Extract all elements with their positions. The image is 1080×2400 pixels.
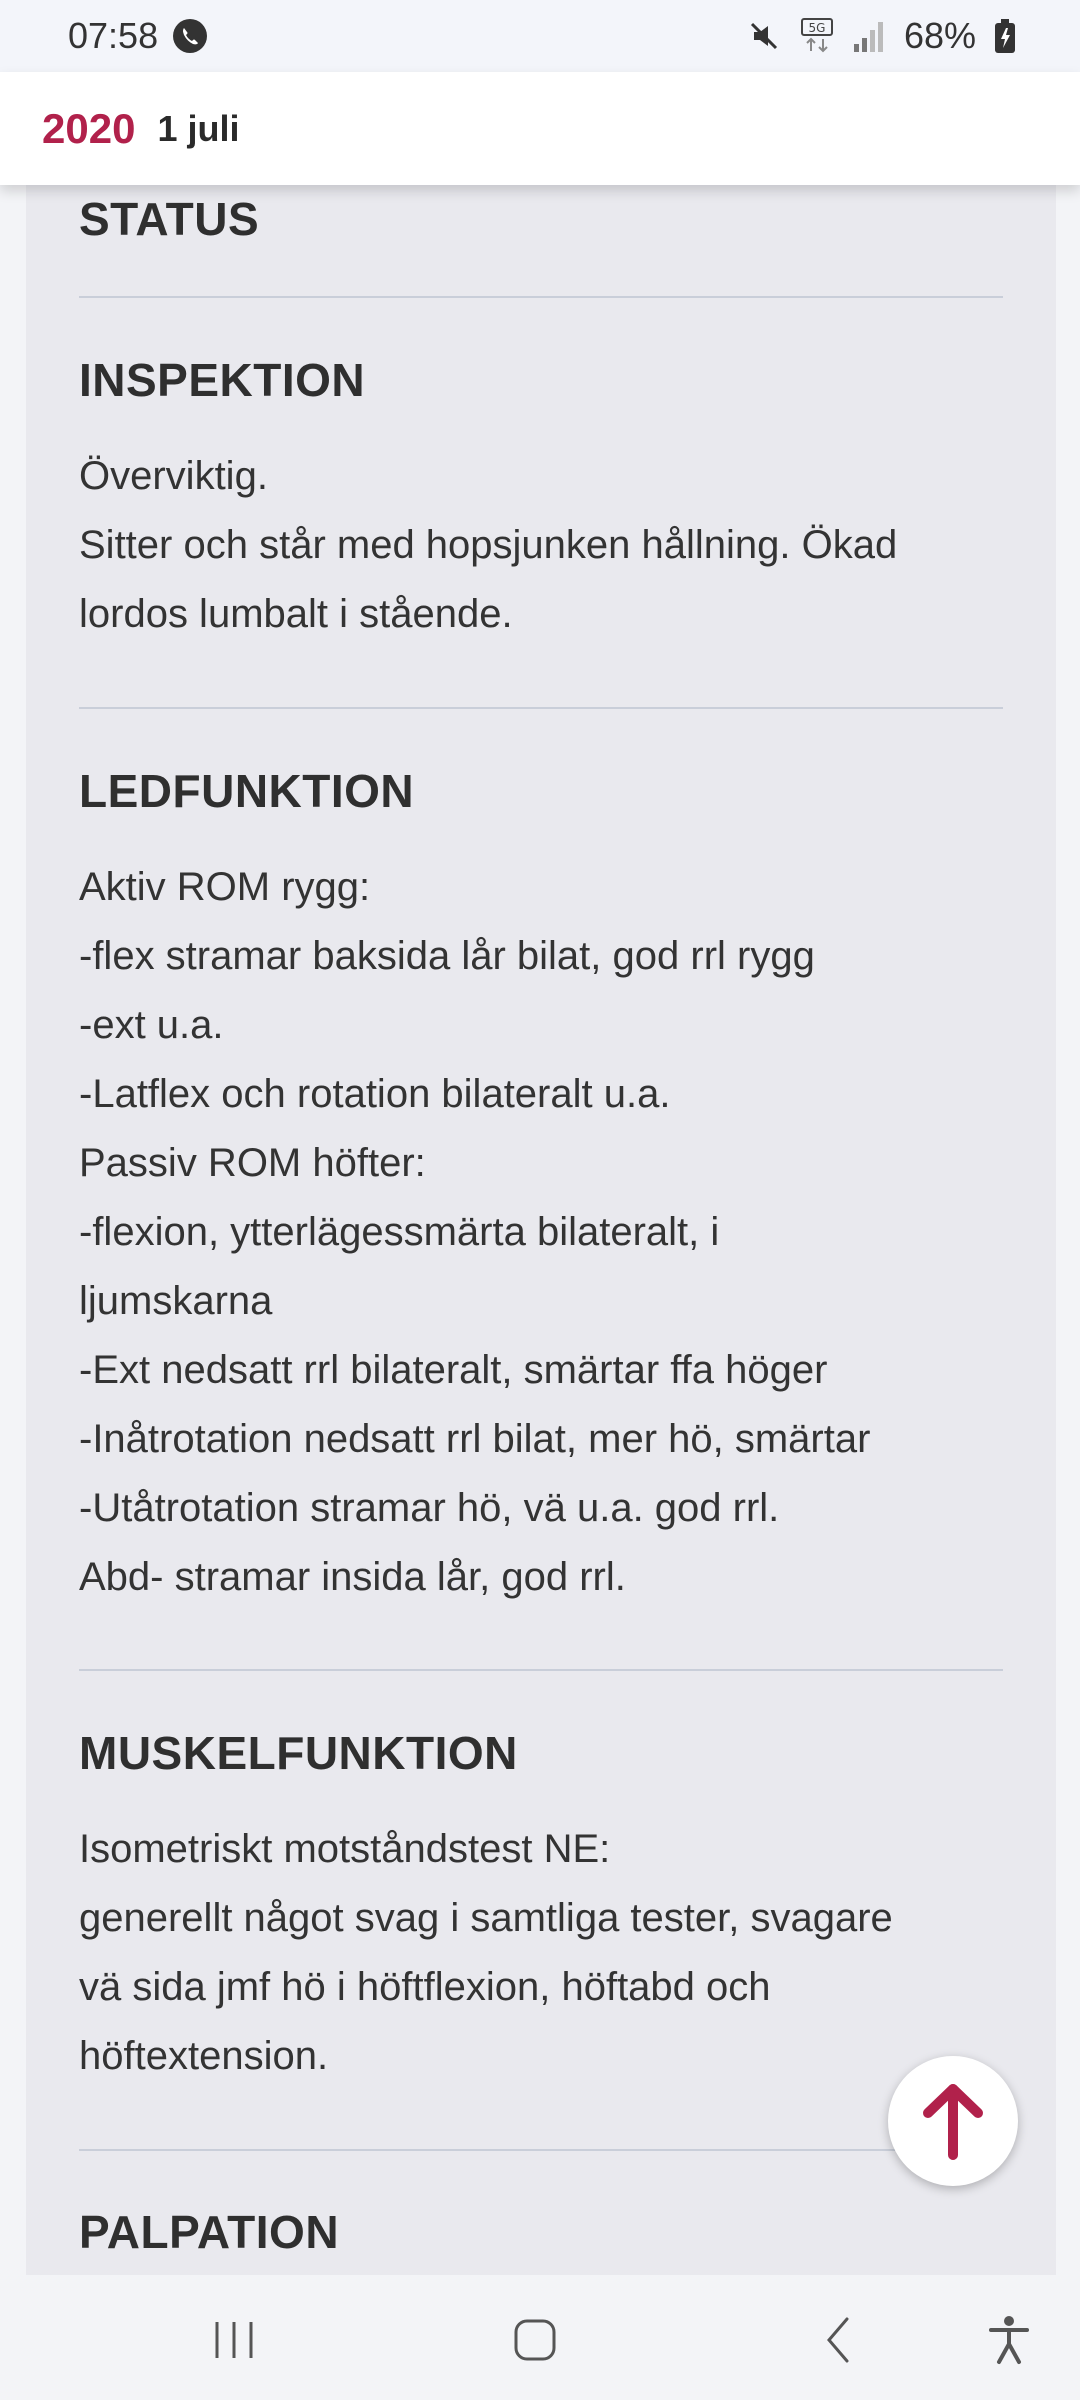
section-heading-muskelfunktion: MUSKELFUNKTION xyxy=(79,1727,518,1779)
divider xyxy=(79,2149,1003,2151)
body-line: -ext u.a. xyxy=(79,1003,224,1047)
scroll-to-top-button[interactable] xyxy=(888,2056,1018,2186)
status-right xyxy=(746,15,1016,57)
section-inspektion xyxy=(79,352,1003,649)
section-body-muskelfunktion xyxy=(79,1815,1003,2091)
body-line: Aktiv ROM rygg: xyxy=(79,865,371,909)
section-heading-inspektion: INSPEKTION xyxy=(79,354,366,406)
section-status xyxy=(79,191,1003,247)
section-body-ledfunktion xyxy=(79,853,1003,1612)
body-line: -flexion, ytterlägessmärta bilateralt, i xyxy=(79,1210,720,1254)
body-line: -Latflex och rotation bilateralt u.a. xyxy=(79,1072,671,1116)
recent-apps-icon[interactable] xyxy=(199,2305,269,2375)
signal-icon xyxy=(852,18,886,54)
app-header xyxy=(0,72,1080,185)
body-line: höftextension. xyxy=(79,2034,329,2078)
5g-icon xyxy=(800,17,834,55)
body-line: Sitter och står med hopsjunken hållning. Ökad xyxy=(79,523,898,567)
mute-icon xyxy=(746,18,782,54)
section-heading-status: STATUS xyxy=(79,193,260,245)
header-date: 1 juli xyxy=(157,107,240,149)
section-heading-ledfunktion: LEDFUNKTION xyxy=(79,765,415,817)
body-line: ljumskarna xyxy=(79,1279,273,1323)
body-line: vä sida jmf hö i höftflexion, höftabd och xyxy=(79,1965,771,2009)
divider xyxy=(79,707,1003,709)
section-body-inspektion xyxy=(79,442,1003,649)
body-line: -flex stramar baksida lår bilat, god rrl rygg xyxy=(79,934,815,978)
section-palpation xyxy=(79,2204,1003,2260)
arrow-up-icon xyxy=(918,2081,988,2161)
battery-percentage: 68% xyxy=(903,15,976,56)
body-line: Passiv ROM höfter: xyxy=(79,1141,426,1185)
accessibility-icon[interactable] xyxy=(974,2305,1044,2375)
home-icon[interactable] xyxy=(500,2305,570,2375)
body-line: Abd- stramar insida lår, god rrl. xyxy=(79,1555,626,1599)
body-line: generellt något svag i samtliga tester, svagare xyxy=(79,1896,893,1940)
body-line: Överviktig. xyxy=(79,454,268,498)
phone-call-icon xyxy=(172,18,208,54)
body-line: lordos lumbalt i stående. xyxy=(79,592,513,636)
svg-text:5G: 5G xyxy=(808,21,826,35)
body-line: Isometriskt motståndstest NE: xyxy=(79,1827,611,1871)
divider xyxy=(79,1669,1003,1671)
body-line: -Ext nedsatt rrl bilateralt, smärtar ffa höger xyxy=(79,1348,828,1392)
status-time: 07:58 xyxy=(68,15,159,56)
back-icon[interactable] xyxy=(804,2305,874,2375)
section-muskelfunktion xyxy=(79,1725,1003,2091)
header-year: 2020 xyxy=(42,104,136,152)
battery-charging-icon xyxy=(994,18,1016,54)
section-heading-palpation: PALPATION xyxy=(79,2206,340,2258)
journal-content[interactable] xyxy=(26,185,1056,2275)
status-left xyxy=(68,15,208,57)
system-nav-bar xyxy=(0,2275,1080,2400)
divider xyxy=(79,296,1003,298)
status-bar xyxy=(0,0,1080,72)
body-line: -Inåtrotation nedsatt rrl bilat, mer hö, smärtar xyxy=(79,1417,871,1461)
section-ledfunktion xyxy=(79,763,1003,1612)
body-line: -Utåtrotation stramar hö, vä u.a. god rrl. xyxy=(79,1486,780,1530)
